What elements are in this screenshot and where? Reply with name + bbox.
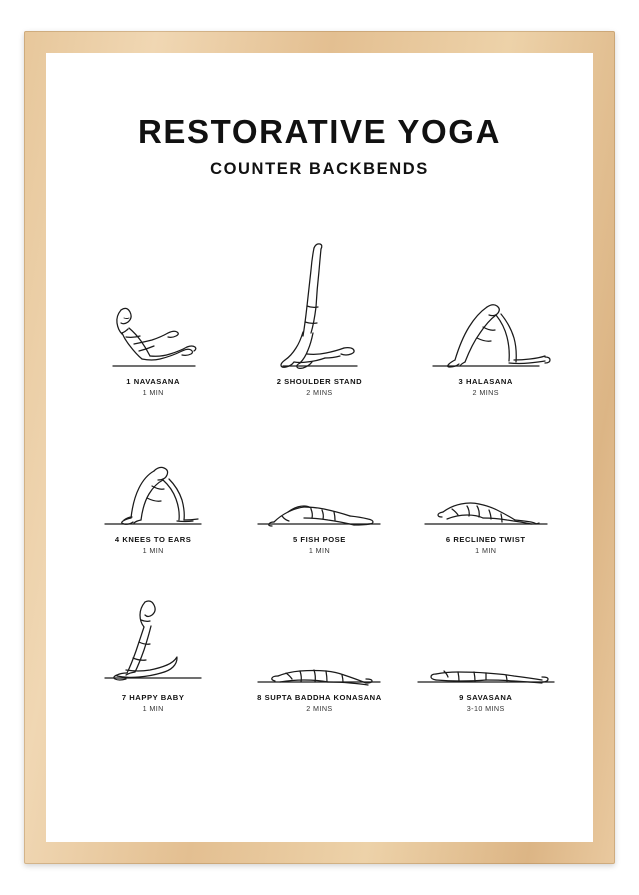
pose-duration: 1 MIN <box>142 546 164 556</box>
pose-name: 8 SUPTA BADDHA KONASANA <box>257 692 382 702</box>
pose-cell <box>70 239 236 397</box>
pose-name: 2 SHOULDER STAND <box>276 376 363 386</box>
pose-cell <box>403 555 569 713</box>
shoulder-stand-pose-icon <box>236 234 402 378</box>
yoga-poster <box>46 53 593 842</box>
pose-duration: 1 MIN <box>475 546 497 556</box>
pose-name: 4 KNEES TO EARS <box>114 534 192 544</box>
pose-duration: 2 MINS <box>472 388 499 398</box>
pose-cell <box>236 555 402 713</box>
navasana-boat-pose-icon <box>70 239 236 378</box>
pose-name: 3 HALASANA <box>458 376 513 386</box>
reclined-twist-pose-icon <box>403 397 569 536</box>
page-subtitle: COUNTER BACKBENDS <box>210 160 429 178</box>
pose-name: 1 NAVASANA <box>126 376 181 386</box>
pose-name: 9 SAVASANA <box>459 692 513 702</box>
pose-name: 6 RECLINED TWIST <box>445 534 526 544</box>
frame-opening <box>46 53 593 842</box>
pose-duration: 2 MINS <box>306 704 333 714</box>
fish-pose-icon <box>236 397 402 536</box>
pose-duration: 1 MIN <box>142 388 164 398</box>
page-title: RESTORATIVE YOGA <box>138 113 501 150</box>
knees-to-ears-pose-icon <box>70 397 236 536</box>
happy-baby-pose-icon <box>70 555 236 694</box>
pose-name: 7 HAPPY BABY <box>121 692 185 702</box>
picture-frame <box>24 31 615 864</box>
pose-duration: 2 MINS <box>306 388 333 398</box>
pose-duration: 1 MIN <box>308 546 331 556</box>
pose-duration: 3-10 MINS <box>466 704 505 714</box>
pose-grid <box>70 239 569 713</box>
pose-cell <box>236 397 402 555</box>
pose-cell <box>403 397 569 555</box>
halasana-plow-pose-icon <box>403 239 569 378</box>
pose-cell <box>70 397 236 555</box>
savasana-corpse-pose-icon <box>403 555 569 694</box>
supta-baddha-konasana-pose-icon <box>236 555 402 694</box>
pose-cell <box>236 239 402 397</box>
pose-duration: 1 MIN <box>142 704 164 714</box>
pose-name: 5 FISH POSE <box>292 534 346 544</box>
pose-cell <box>403 239 569 397</box>
pose-cell <box>70 555 236 713</box>
